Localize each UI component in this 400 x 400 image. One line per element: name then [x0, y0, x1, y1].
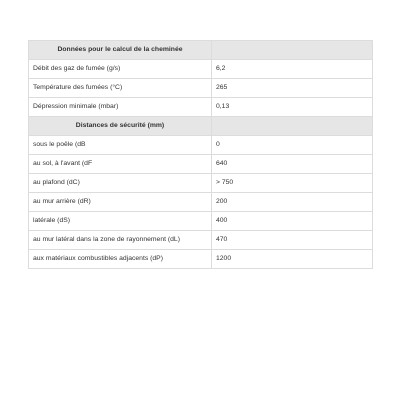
row-value: 640 — [212, 155, 373, 174]
table-row — [29, 212, 373, 231]
row-value: 0 — [212, 136, 373, 155]
row-label: au mur latéral dans la zone de rayonnement (dL) — [29, 231, 212, 250]
table-row — [29, 98, 373, 117]
row-value: 470 — [212, 231, 373, 250]
section-title: Distances de sécurité (mm) — [29, 117, 212, 136]
section-header-blank — [212, 41, 373, 60]
row-value: 200 — [212, 193, 373, 212]
row-label: au mur arrière (dR) — [29, 193, 212, 212]
specifications-table-body — [29, 41, 373, 269]
table-row — [29, 79, 373, 98]
row-value: 6,2 — [212, 60, 373, 79]
table-row — [29, 231, 373, 250]
row-value: 1200 — [212, 250, 373, 269]
section-title: Données pour le calcul de la cheminée — [29, 41, 212, 60]
row-value: 0,13 — [212, 98, 373, 117]
table-row — [29, 60, 373, 79]
table-row — [29, 136, 373, 155]
row-label: au sol, à l'avant (dF — [29, 155, 212, 174]
row-label: latérale (dS) — [29, 212, 212, 231]
row-label: sous le poêle (dB — [29, 136, 212, 155]
row-label: Dépression minimale (mbar) — [29, 98, 212, 117]
table-row — [29, 155, 373, 174]
row-value: > 750 — [212, 174, 373, 193]
table-row — [29, 174, 373, 193]
section-header-safety-distances — [29, 117, 373, 136]
specifications-table — [28, 40, 373, 269]
row-value: 400 — [212, 212, 373, 231]
table-row — [29, 250, 373, 269]
row-label: Débit des gaz de fumée (g/s) — [29, 60, 212, 79]
section-header-blank — [212, 117, 373, 136]
row-label: au plafond (dC) — [29, 174, 212, 193]
table-row — [29, 193, 373, 212]
row-label: Température des fumées (°C) — [29, 79, 212, 98]
section-header-chimney-data — [29, 41, 373, 60]
row-label: aux matériaux combustibles adjacents (dP) — [29, 250, 212, 269]
row-value: 265 — [212, 79, 373, 98]
